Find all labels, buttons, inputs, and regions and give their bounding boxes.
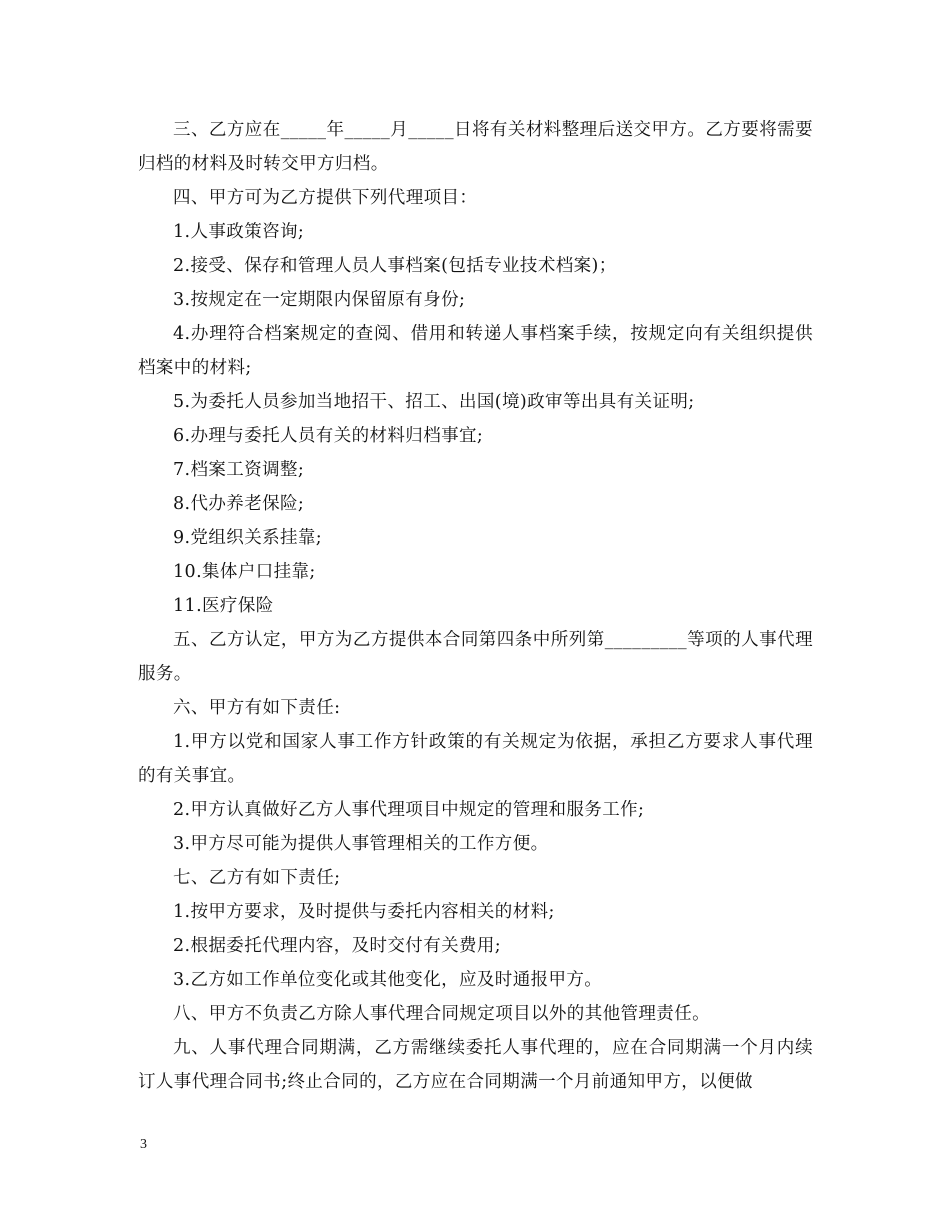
clause-6-item-3: 3.甲方尽可能为提供人事管理相关的工作方便。 <box>173 834 549 854</box>
clause-7-item-1: 1.按甲方要求，及时提供与委托内容相关的材料; <box>173 902 555 922</box>
clause-6-heading: 六、甲方有如下责任: <box>173 698 341 718</box>
clause-4-item-10: 10.集体户口挂靠; <box>173 562 316 582</box>
clause-9-paragraph: 九、人事代理合同期满，乙方需继续委托人事代理的，应在合同期满一个月内续订人事代理合同书;终止合同的，乙方应在合同期满一个月前通知甲方，以便做 <box>138 1038 813 1092</box>
clause-4-item-3: 3.按规定在一定期限内保留原有身份; <box>173 290 466 310</box>
clause-6-item-2: 2.甲方认真做好乙方人事代理项目中规定的管理和服务工作; <box>173 800 645 820</box>
clause-4-item-5: 5.为委托人员参加当地招干、招工、出国(境)政审等出具有关证明; <box>173 392 695 412</box>
clause-3-paragraph: 三、乙方应在_____年_____月_____日将有关材料整理后送交甲方。乙方要将需要归档的材料及时转交甲方归档。 <box>138 120 813 174</box>
clause-4-item-6: 6.办理与委托人员有关的材料归档事宜; <box>173 426 484 446</box>
clause-4-item-4: 4.办理符合档案规定的查阅、借用和转递人事档案手续，按规定向有关组织提供档案中的材料; <box>138 324 813 378</box>
clause-7-heading: 七、乙方有如下责任; <box>173 868 341 888</box>
clause-4-item-2: 2.接受、保存和管理人员人事档案(包括专业技术档案)； <box>173 256 617 276</box>
clause-4-item-8: 8.代办养老保险; <box>173 494 305 514</box>
page-number: 3 <box>140 1137 147 1152</box>
clause-7-item-2: 2.根据委托代理内容，及时交付有关费用; <box>173 936 502 956</box>
clause-4-heading: 四、甲方可为乙方提供下列代理项目： <box>173 188 478 208</box>
clause-4-item-11: 11.医疗保险 <box>173 596 274 616</box>
clause-7-item-3: 3.乙方如工作单位变化或其他变化，应及时通报甲方。 <box>173 970 603 990</box>
clause-4-item-9: 9.党组织关系挂靠; <box>173 528 323 548</box>
clause-6-item-1: 1.甲方以党和国家人事工作方针政策的有关规定为依据，承担乙方要求人事代理的有关事宜。 <box>138 732 813 786</box>
clause-4-item-7: 7.档案工资调整; <box>173 460 305 480</box>
clause-5-paragraph: 五、乙方认定，甲方为乙方提供本合同第四条中所列第_________等项的人事代理服务。 <box>138 630 813 684</box>
clause-8-paragraph: 八、甲方不负责乙方除人事代理合同规定项目以外的其他管理责任。 <box>173 1004 710 1024</box>
document-body <box>138 113 813 1099</box>
clause-4-item-1: 1.人事政策咨询; <box>173 222 305 242</box>
